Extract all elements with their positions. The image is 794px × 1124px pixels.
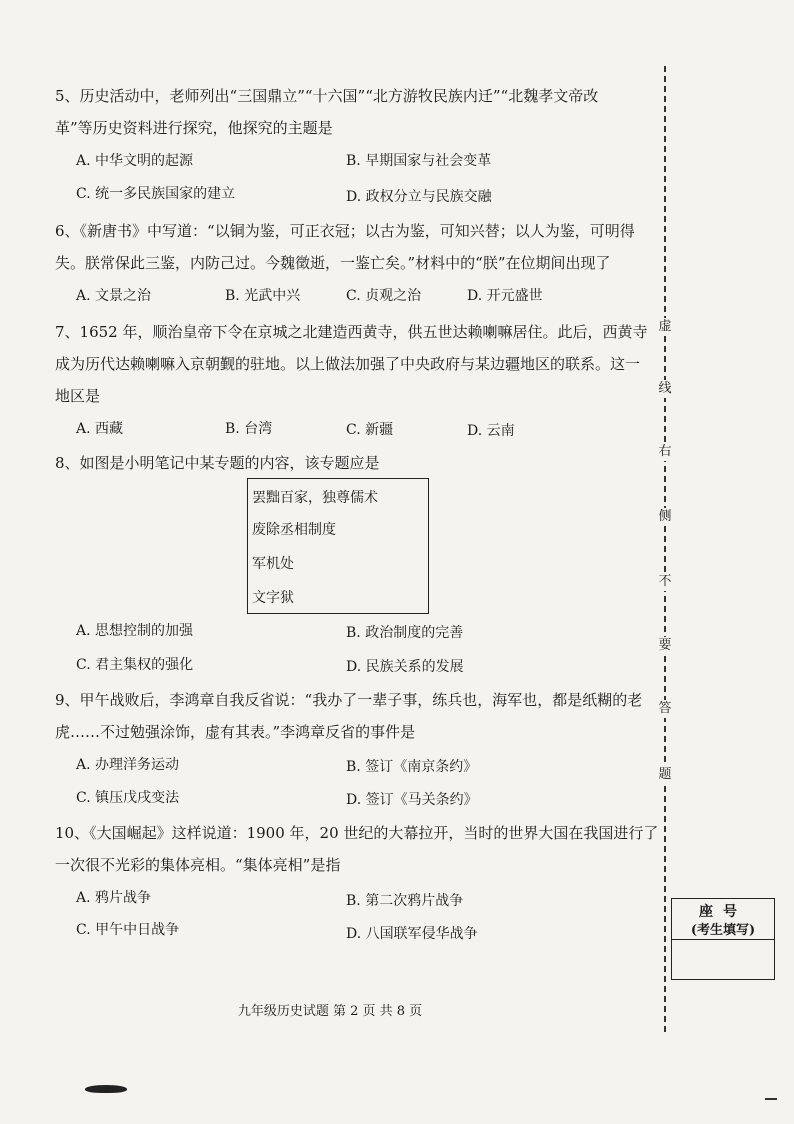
q8-option-d: D. 民族关系的发展 (346, 659, 464, 675)
q10-option-b: B. 第二次鸦片战争 (346, 893, 464, 909)
q8-note-item-4: 文字狱 (252, 590, 294, 606)
q8-option-b: B. 政治制度的完善 (346, 625, 464, 641)
q6-option-b: B. 光武中兴 (225, 288, 301, 304)
q7-stem-line3: 地区是 (55, 387, 101, 405)
q5-option-c: C. 统一多民族国家的建立 (76, 186, 236, 202)
q6-option-c: C. 贞观之治 (346, 288, 422, 304)
margin-notice-char-6: 要 (658, 638, 672, 653)
q7-option-a: A. 西藏 (76, 421, 124, 437)
q6-stem-line1: 6、《新唐书》中写道：“以铜为鉴，可正衣冠；以古为鉴，可知兴替；以人为鉴，可明得 (55, 222, 635, 240)
seat-number-title: 座号 (699, 904, 747, 920)
q5-option-b: B. 早期国家与社会变革 (346, 153, 492, 169)
q10-stem-line2: 一次很不光彩的集体亮相。“集体亮相”是指 (55, 856, 341, 874)
binding-dashed-line (664, 66, 666, 1032)
margin-notice-char-5: 不 (658, 574, 672, 589)
q8-option-a: A. 思想控制的加强 (76, 623, 194, 639)
scan-edge-mark (765, 1098, 777, 1100)
q6-option-a: A. 文景之治 (76, 288, 152, 304)
q8-note-item-1: 罢黜百家，独尊儒术 (252, 490, 378, 506)
q9-stem-line1: 9、甲午战败后，李鸿章自我反省说：“我办了一辈子事，练兵也，海军也，都是纸糊的老 (55, 691, 643, 709)
q7-option-b: B. 台湾 (225, 421, 273, 437)
q7-stem-line1: 7、1652 年，顺治皇帝下令在京城之北建造西黄寺，供五世达赖喇嘛居住。此后，西黄寺 (55, 323, 648, 341)
q8-note-box (247, 478, 429, 614)
seat-number-divider (672, 939, 774, 940)
seat-number-subtitle: (考生填写) (690, 923, 756, 938)
q9-option-d: D. 签订《马关条约》 (346, 792, 478, 808)
q8-note-item-3: 军机处 (252, 556, 294, 572)
q7-option-d: D. 云南 (467, 423, 515, 439)
q7-stem-line2: 成为历代达赖喇嘛入京朝觐的驻地。以上做法加强了中央政府与某边疆地区的联系。这一 (55, 355, 641, 373)
q8-stem-line1: 8、如图是小明笔记中某专题的内容，该专题应是 (55, 454, 380, 472)
q6-stem-line2: 失。朕常保此三鉴，内防己过。今魏徵逝，一鉴亡矣。”材料中的“朕”在位期间出现了 (55, 254, 611, 272)
q6-option-d: D. 开元盛世 (467, 288, 543, 304)
q9-option-a: A. 办理洋务运动 (76, 757, 180, 773)
margin-notice-char-7: 答 (658, 701, 672, 716)
q10-option-c: C. 甲午中日战争 (76, 922, 180, 938)
margin-notice-char-8: 题 (658, 767, 672, 782)
q5-stem-line2: 革”等历史资料进行探究，他探究的主题是 (55, 119, 333, 137)
q8-note-item-2: 废除丞相制度 (252, 522, 336, 538)
q10-option-a: A. 鸦片战争 (76, 890, 152, 906)
q5-option-d: D. 政权分立与民族交融 (346, 189, 492, 205)
q8-option-c: C. 君主集权的强化 (76, 657, 194, 673)
q5-option-a: A. 中华文明的起源 (76, 153, 194, 169)
q9-option-c: C. 镇压戊戌变法 (76, 790, 180, 806)
page-footer: 九年级历史试题 第 2 页 共 8 页 (237, 1004, 423, 1019)
q7-option-c: C. 新疆 (346, 422, 394, 438)
scan-smudge (85, 1085, 127, 1093)
q9-option-b: B. 签订《南京条约》 (346, 759, 478, 775)
q9-stem-line2: 虎……不过勉强涂饰，虚有其表。”李鸿章反省的事件是 (55, 723, 416, 741)
margin-notice-char-4: 侧 (658, 509, 672, 524)
q5-stem-line1: 5、历史活动中，老师列出“三国鼎立”“十六国”“北方游牧民族内迁”“北魏孝文帝改 (55, 87, 599, 105)
q10-stem-line1: 10、《大国崛起》这样说道：1900 年，20 世纪的大幕拉开，当时的世界大国在我国进行了 (55, 824, 659, 842)
margin-notice-char-3: 右 (658, 444, 672, 459)
q10-option-d: D. 八国联军侵华战争 (346, 926, 478, 942)
margin-notice-char-2: 线 (658, 381, 672, 396)
margin-notice-char-1: 虚 (658, 319, 672, 334)
seat-number-box (671, 898, 775, 980)
